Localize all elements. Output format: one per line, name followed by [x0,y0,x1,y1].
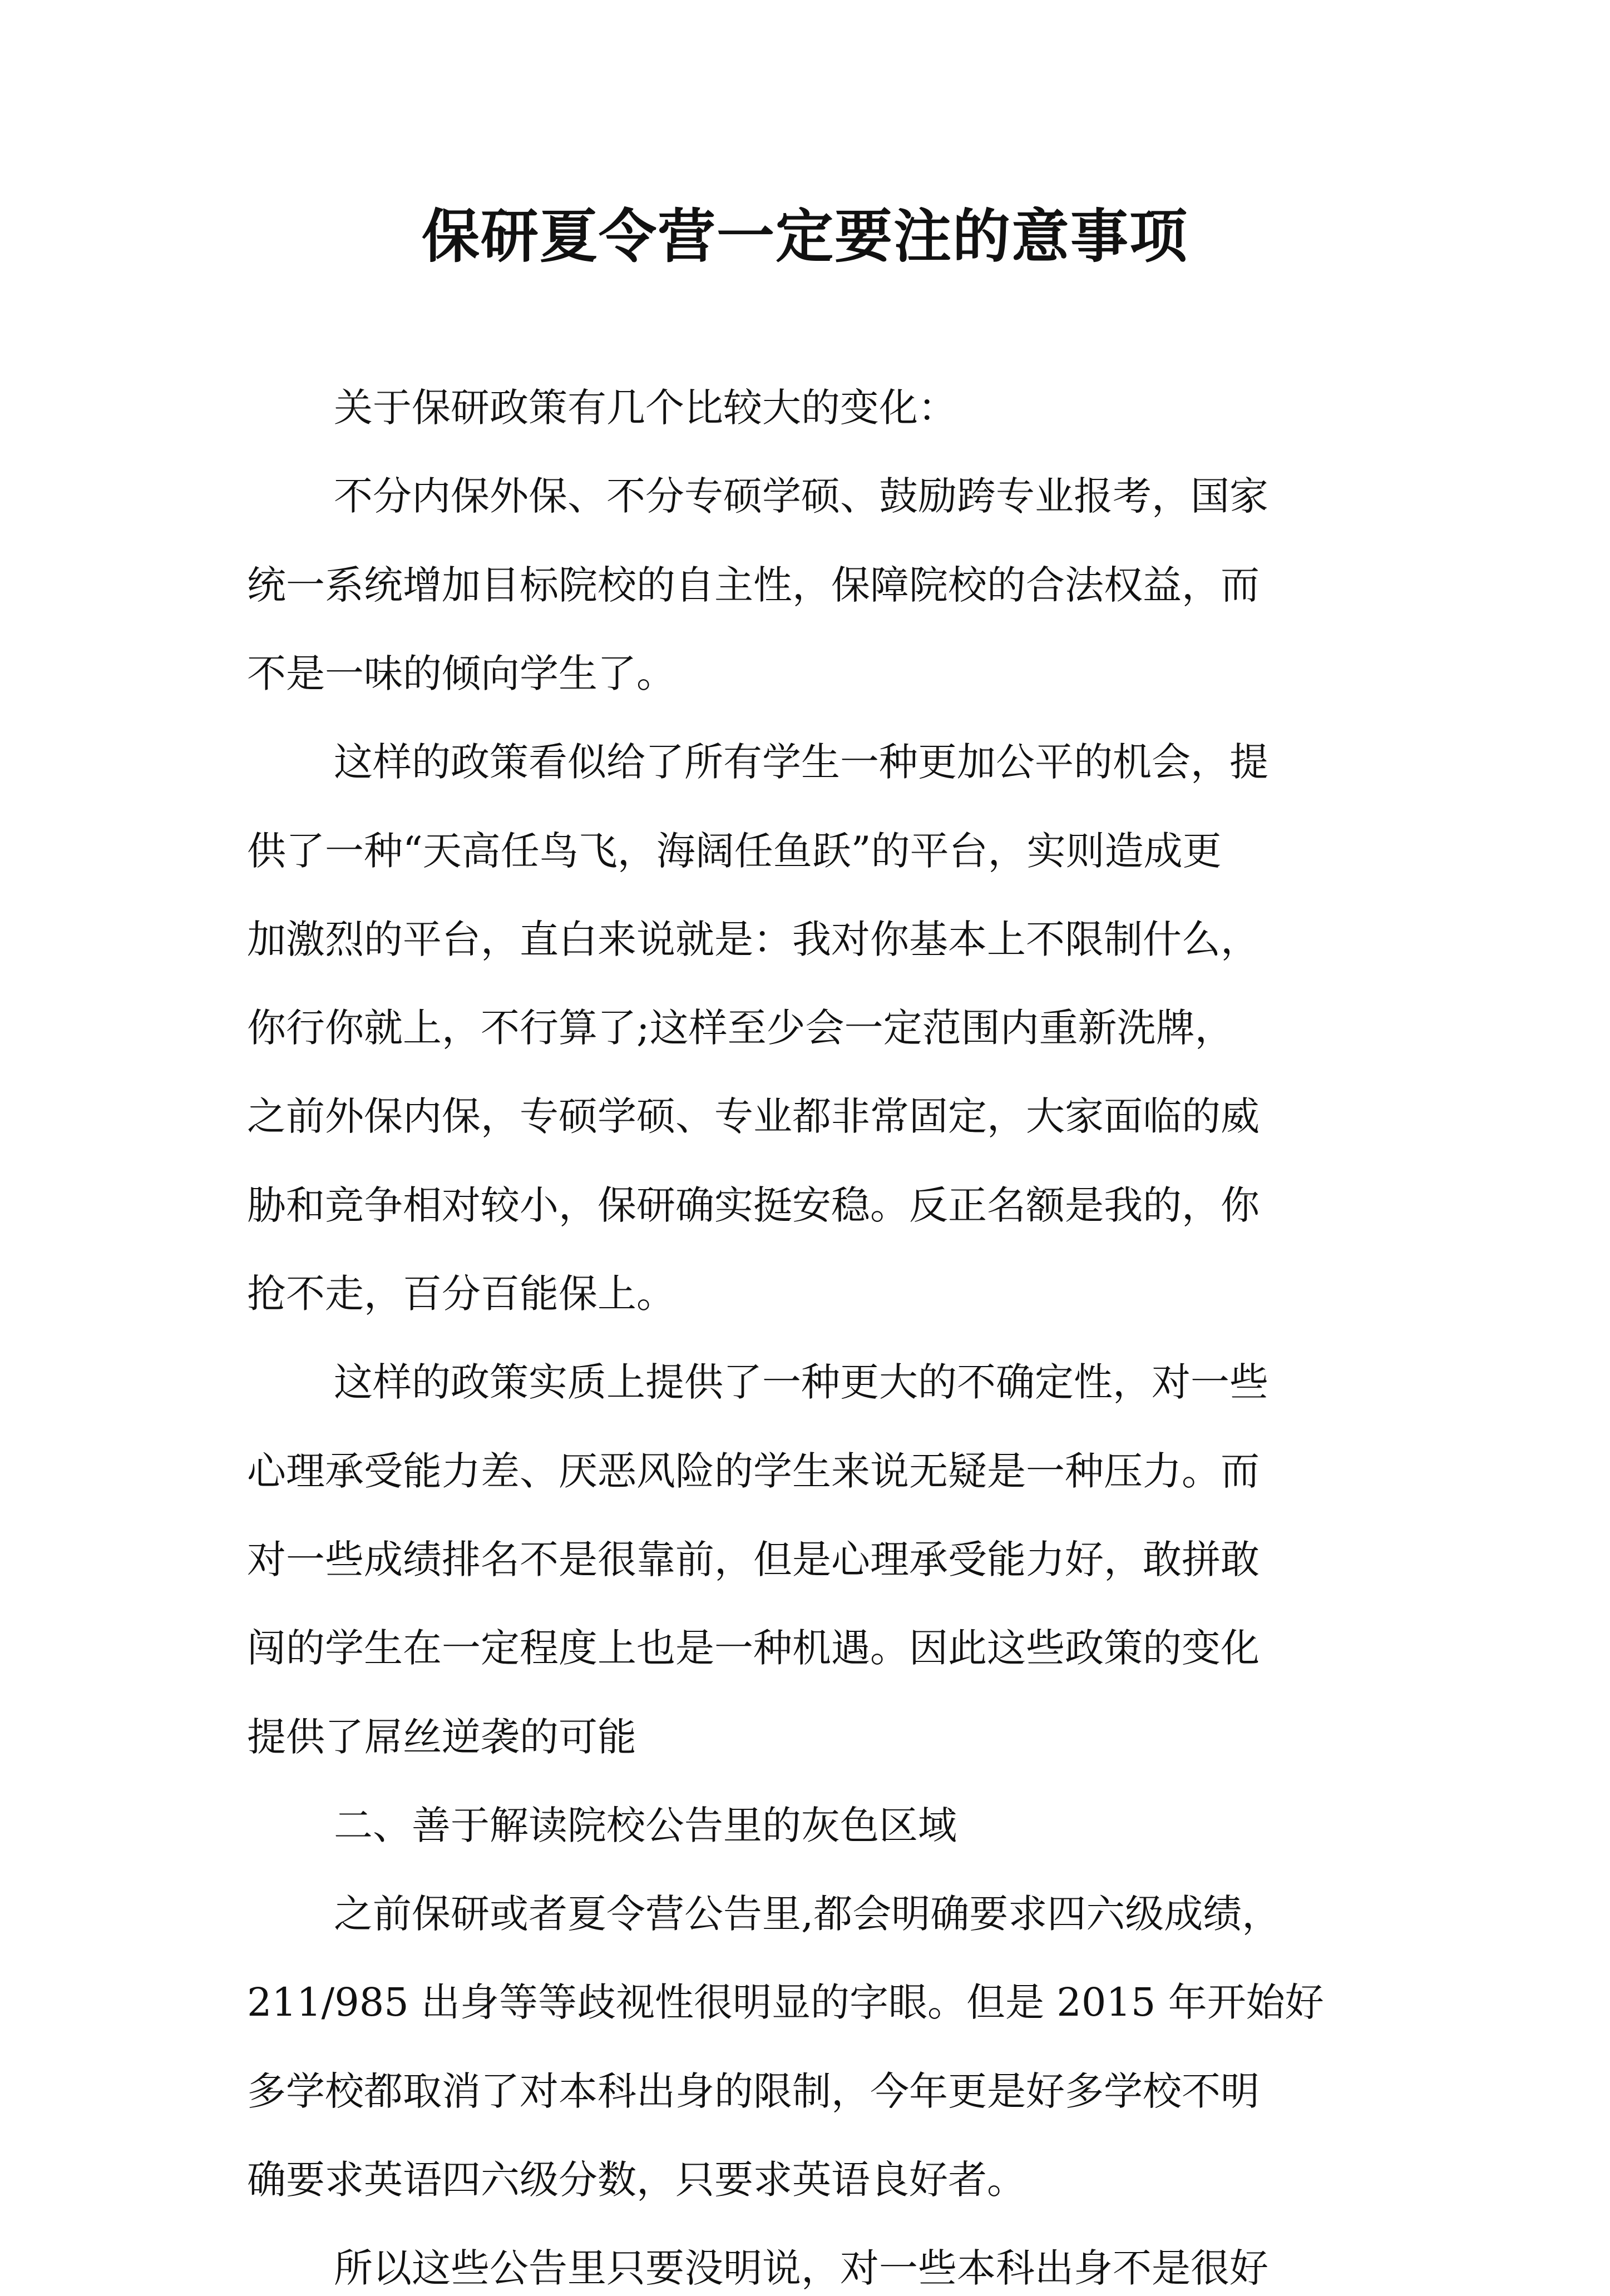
paragraph-line: 之前外保内保，专硕学硕、专业都非常固定，大家面临的威 [247,1093,1260,1139]
paragraph-line: 所以这些公告里只要没明说，对一些本科出身不是很好 [334,2245,1268,2291]
paragraph-line: 不分内保外保、不分专硕学硕、鼓励跨专业报考，国家 [334,473,1268,519]
paragraph-line: 你行你就上，不行算了;这样至少会一定范围内重新洗牌， [247,1005,1234,1051]
paragraph-line: 多学校都取消了对本科出身的限制，今年更是好多学校不明 [247,2069,1260,2114]
paragraph-line: 这样的政策实质上提供了一种更大的不确定性，对一些 [334,1359,1268,1405]
document-title: 保研夏令营一定要注的意事项 [421,202,1188,270]
paragraph-line: 这样的政策看似给了所有学生一种更加公平的机会，提 [334,739,1268,785]
paragraph-line: 关于保研政策有几个比较大的变化： [334,385,957,430]
paragraph-line: 不是一味的倾向学生了。 [247,651,675,696]
paragraph-line: 二、善于解读院校公告里的灰色区域 [334,1803,957,1848]
paragraph-line: 胁和竞争相对较小，保研确实挺安稳。反正名额是我的，你 [247,1182,1260,1228]
paragraph-line: 抢不走，百分百能保上。 [247,1271,675,1317]
paragraph-line: 之前保研或者夏令营公告里,都会明确要求四六级成绩， [334,1891,1281,1937]
paragraph-line: 供了一种“天高任鸟飞，海阔任鱼跃”的平台，实则造成更 [247,828,1222,874]
paragraph-line: 心理承受能力差、厌恶风险的学生来说无疑是一种压力。而 [247,1448,1260,1494]
paragraph-line: 统一系统增加目标院校的自主性，保障院校的合法权益，而 [247,562,1260,608]
paragraph-line: 提供了屌丝逆袭的可能 [247,1714,636,1760]
paragraph-line: 确要求英语四六级分数，只要求英语良好者。 [247,2157,1026,2203]
paragraph-line: 闯的学生在一定程度上也是一种机遇。因此这些政策的变化 [247,1625,1260,1671]
paragraph-line: 对一些成绩排名不是很靠前，但是心理承受能力好，敢拼敢 [247,1537,1260,1582]
paragraph-line: 加激烈的平台，直白来说就是：我对你基本上不限制什么， [247,917,1260,962]
paragraph-line: 211/985 出身等等歧视性很明显的字眼。但是 2015 年开始好 [247,1980,1324,2025]
